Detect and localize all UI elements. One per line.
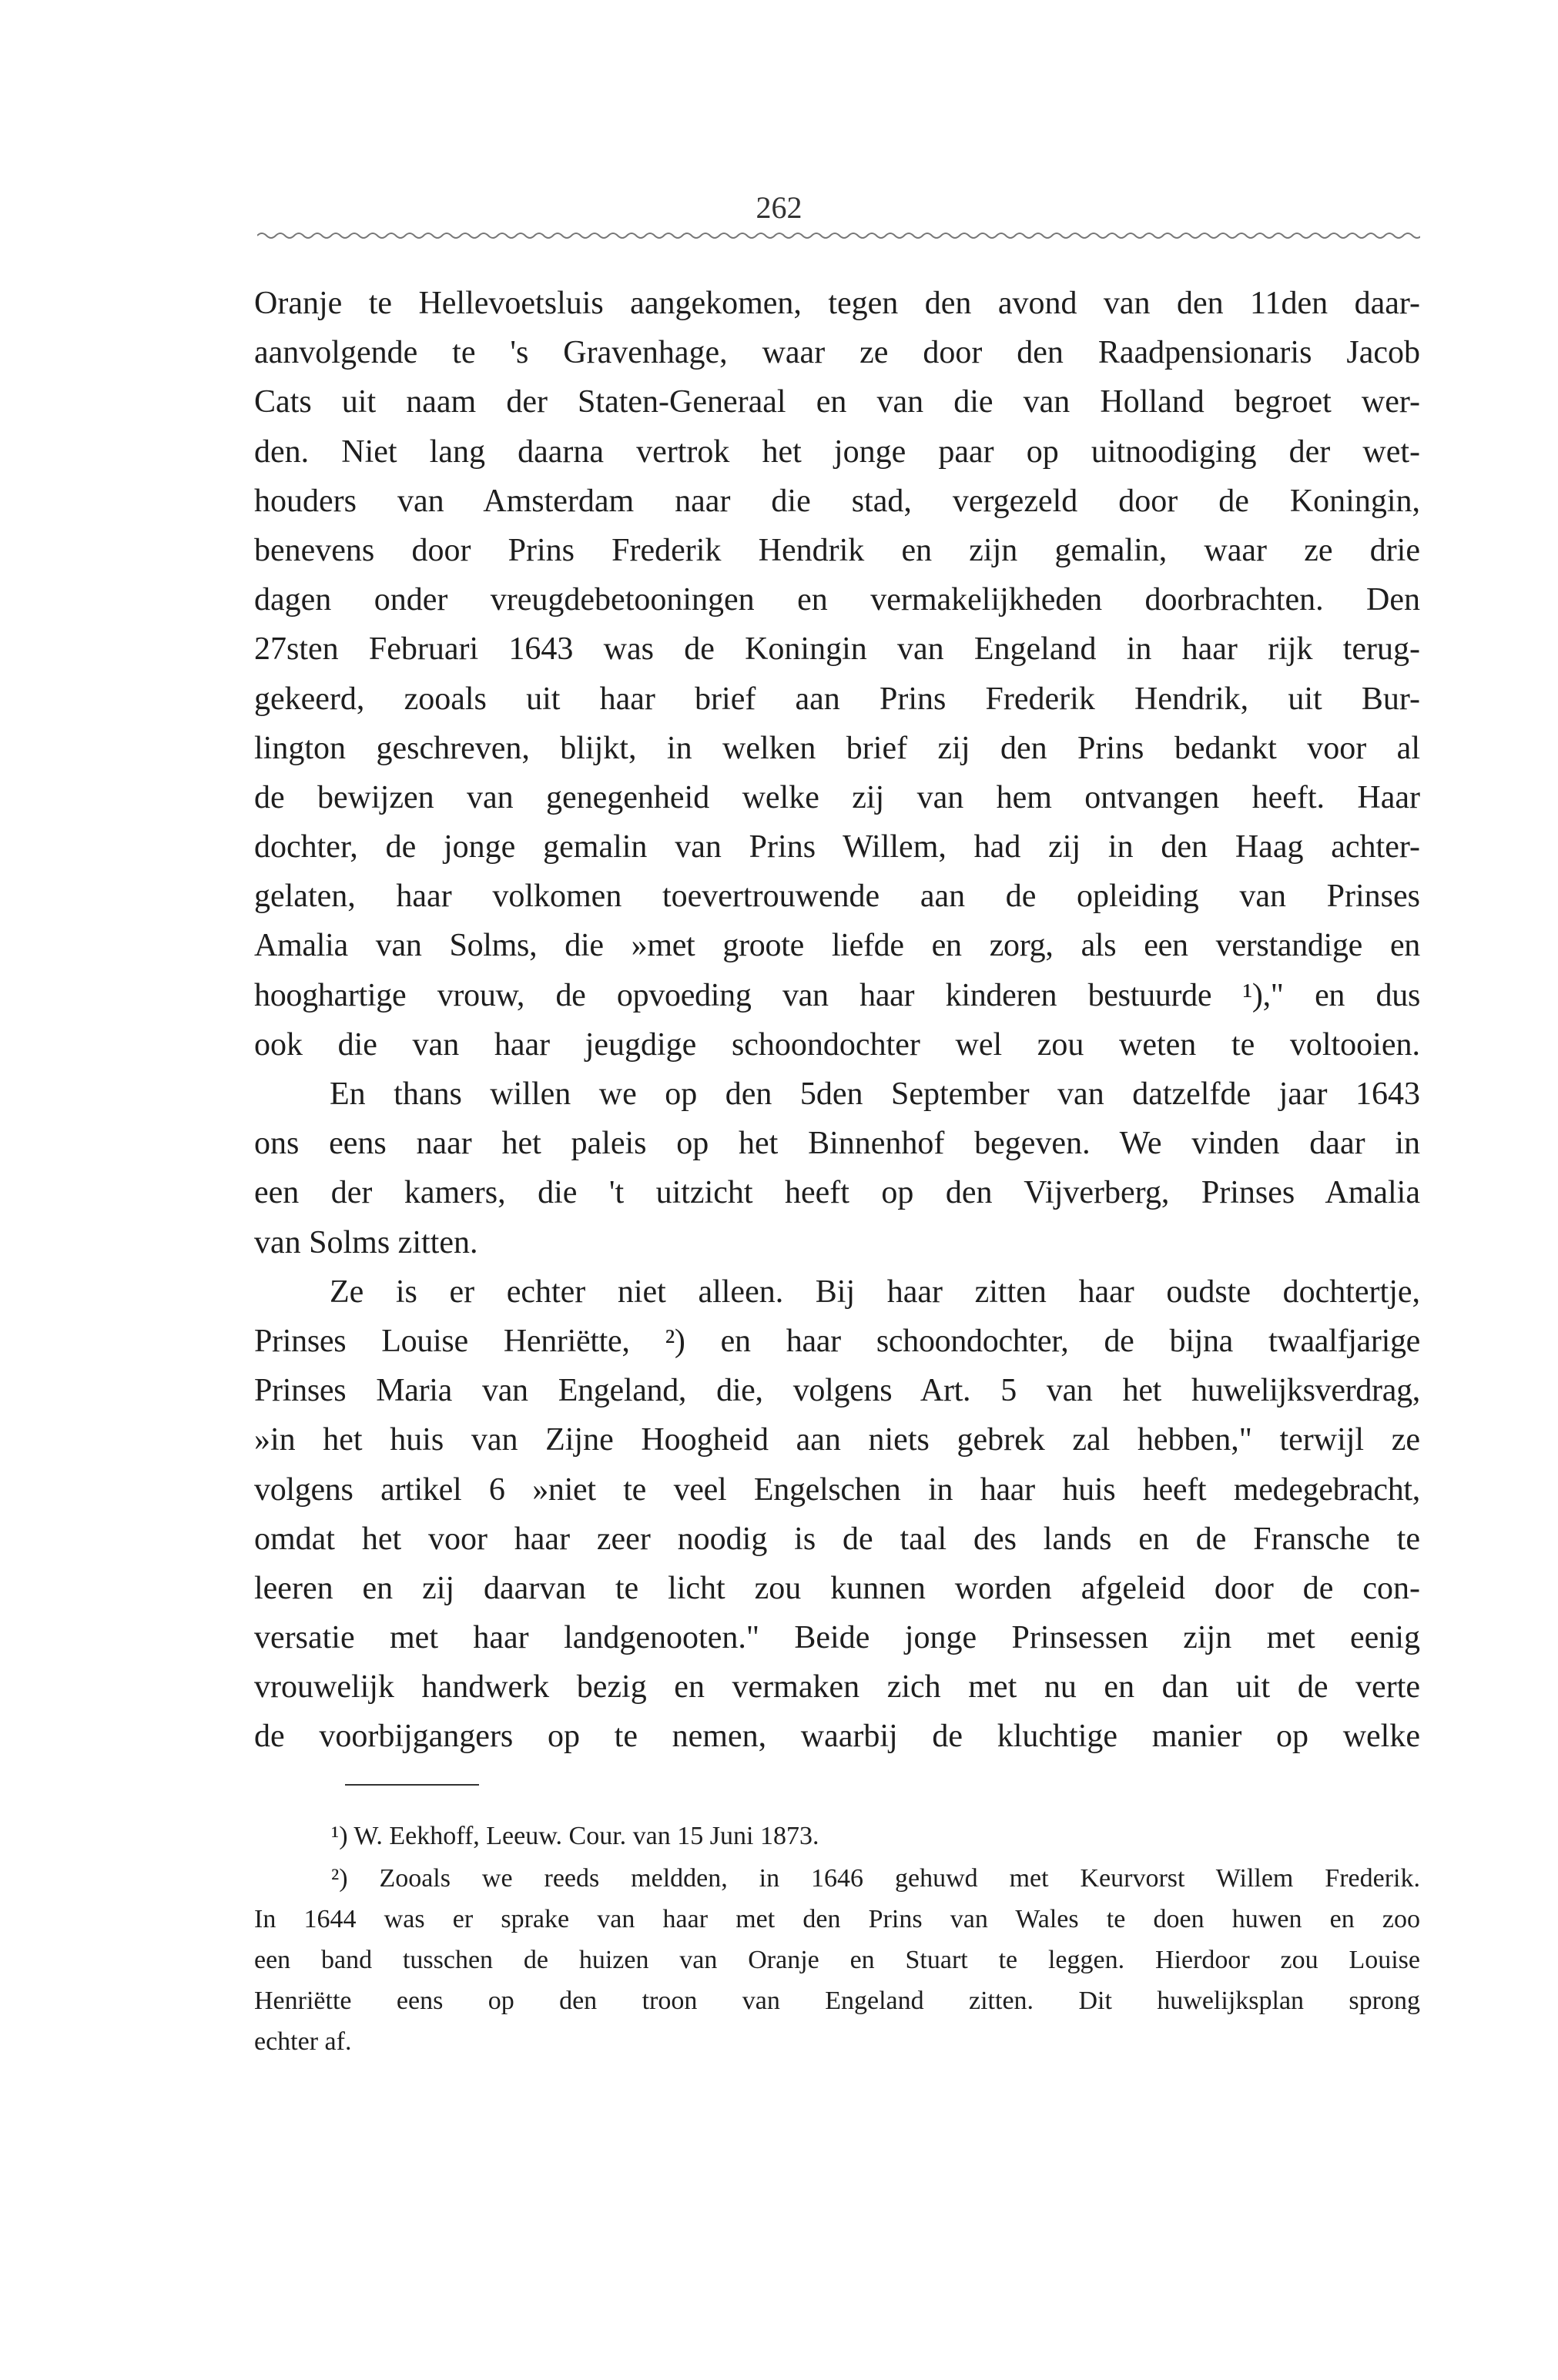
body-line: benevens door Prins Frederik Hendrik en zijn gemalin, waar ze drie: [254, 532, 1420, 568]
footnote-1: ¹) W. Eekhoff, Leeuw. Cour. van 15 Juni 1873.: [331, 1822, 819, 1850]
body-line: gelaten, haar volkomen toevertrouwende aan de opleiding van Prinses: [254, 879, 1420, 915]
body-line: Oranje te Hellevoetsluis aangekomen, tegen den avond van den 11den daar-: [254, 286, 1420, 321]
body-line: een der kamers, die 't uitzicht heeft op den Vijverberg, Prinses Amalia: [254, 1175, 1420, 1211]
body-line: Prinses Maria van Engeland, die, volgens Art. 5 van het huwelijksverdrag,: [254, 1373, 1420, 1409]
body-line: lington geschreven, blijkt, in welken brief zij den Prins bedankt voor al: [254, 730, 1420, 766]
body-line: de bewijzen van genegenheid welke zij van hem ontvangen heeft. Haar: [254, 779, 1420, 815]
body-line: versatie met haar landgenooten." Beide jonge Prinsessen zijn met eenig: [254, 1620, 1420, 1656]
body-line: hooghartige vrouw, de opvoeding van haar kinderen bestuurde ¹)," en dus: [254, 977, 1420, 1013]
body-text: [254, 279, 1420, 1762]
footnote-line: echter af.: [254, 2027, 352, 2056]
body-line: gekeerd, zooals uit haar brief aan Prins Frederik Hendrik, uit Bur-: [254, 681, 1420, 717]
body-line: van Solms zitten.: [254, 1224, 478, 1260]
body-line: dochter, de jonge gemalin van Prins Willem, had zij in den Haag achter-: [254, 829, 1420, 865]
paragraph-start-line: En thans willen we op den 5den September van datzelfde jaar 1643: [330, 1076, 1420, 1112]
body-line: Amalia van Solms, die »met groote liefde en zorg, als een verstandige en: [254, 928, 1420, 964]
footnote-line: een band tusschen de huizen van Oranje en Stuart te leggen. Hierdoor zou Louise: [254, 1946, 1420, 1974]
body-line: houders van Amsterdam naar die stad, vergezeld door de Koningin,: [254, 483, 1420, 519]
body-line: omdat het voor haar zeer noodig is de taal des lands en de Fransche te: [254, 1521, 1420, 1557]
page-number: 262: [756, 190, 802, 225]
footnote-line: In 1644 was er sprake van haar met den Prins van Wales te doen huwen en zoo: [254, 1905, 1420, 1933]
footnote-line: Henriëtte eens op den troon van Engeland zitten. Dit huwelijksplan sprong: [254, 1987, 1420, 2015]
paragraph-start-line: Ze is er echter niet alleen. Bij haar zitten haar oudste dochtertje,: [330, 1274, 1420, 1310]
body-line: ook die van haar jeugdige schoondochter wel zou weten te voltooien.: [254, 1026, 1420, 1063]
body-line: ons eens naar het paleis op het Binnenhof begeven. We vinden daar in: [254, 1126, 1420, 1162]
body-line: »in het huis van Zijne Hoogheid aan niets gebrek zal hebben," terwijl ze: [254, 1422, 1420, 1458]
body-line: 27sten Februari 1643 was de Koningin van Engeland in haar rijk terug-: [254, 631, 1420, 668]
footnotes: [254, 1815, 1420, 2062]
body-line: aanvolgende te 's Gravenhage, waar ze door den Raadpensionaris Jacob: [254, 335, 1420, 371]
body-line: Prinses Louise Henriëtte, ²) en haar schoondochter, de bijna twaalfjarige: [254, 1323, 1420, 1359]
footnote-2: ²) Zooals we reeds meldden, in 1646 gehuwd met Keurvorst Willem Frederik.: [331, 1864, 1420, 1893]
body-line: volgens artikel 6 »niet te veel Engelschen in haar huis heeft medegebracht,: [254, 1471, 1420, 1508]
body-line: Cats uit naam der Staten-Generaal en van die van Holland begroet wer-: [254, 384, 1420, 420]
body-line: vrouwelijk handwerk bezig en vermaken zich met nu en dan uit de verte: [254, 1669, 1420, 1705]
body-line: de voorbijgangers op te nemen, waarbij de kluchtige manier op welke: [254, 1719, 1420, 1755]
body-line: leeren en zij daarvan te licht zou kunnen worden afgeleid door de con-: [254, 1570, 1420, 1606]
body-line: dagen onder vreugdebetooningen en vermakelijkheden doorbrachten. Den: [254, 582, 1420, 618]
body-line: den. Niet lang daarna vertrok het jonge paar op uitnoodiging der wet-: [254, 433, 1420, 470]
footnote-separator: [345, 1784, 479, 1786]
wavy-header-rule: [257, 228, 1420, 243]
